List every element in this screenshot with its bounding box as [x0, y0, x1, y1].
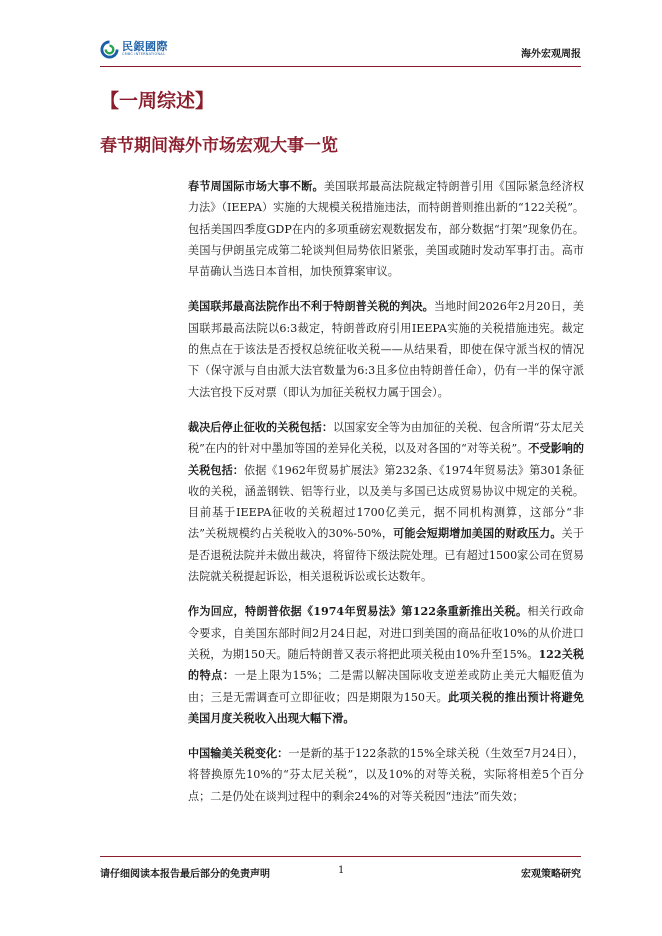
- paragraph-overview: [188, 176, 584, 282]
- text-run: 一是上限为15%；二是需以解决国际收支逆差或防止美元大幅贬值为由；三是无需调查可立即征收；四是期限为150天。: [188, 669, 584, 704]
- footer-disclaimer: 请仔细阅读本报告最后部分的免责声明: [100, 869, 270, 880]
- text-run: 美国联邦最高法院裁定特朗普引用《国际紧急经济权力法》（IEEPA）实施的大规模关税措施违法，而特朗普则推出新的“122关税”。包括美国四季度GDP在内的多项重磅宏观数据发布，部分数据“打架”现象仍在。美国与伊朗虽完成第二轮谈判但局势依旧紧张，美国或随时发动军事打击。高市早苗确认当选日本首相，加快预算案审议。: [188, 180, 584, 279]
- text-run: 相关行政命令要求，自美国东部时间2月24日起，对进口到美国的商品征收10%的从价进口关税，为期150天。随后特朗普又表示将把此项关税由10%升至15%。: [188, 605, 584, 661]
- company-logo: [100, 38, 168, 60]
- paragraph-china-tariffs: [188, 743, 584, 807]
- report-type-label: 海外宏观周报: [521, 49, 581, 60]
- page-number: 1: [338, 865, 345, 876]
- body-text: [188, 176, 584, 807]
- text-run: 依据《1962年贸易扩展法》第232条、《1974年贸易法》第301条征收的关税，涵盖钢铁、铝等行业，以及美与多国已达成贸易协议中规定的关税。目前基于IEEPA征收的关税超过1700亿美元，据不同机构测算，这部分“非法”关税规模约占关税收入的30%-50%，: [188, 463, 584, 541]
- logo-name-en: CMBC INTERNATIONAL: [122, 52, 166, 57]
- bold-run: 122关税的特点：: [188, 647, 584, 683]
- subtitle: 春节期间海外市场宏观大事一览: [100, 136, 338, 156]
- text-run: 当地时间2026年2月20日，美国联邦最高法院以6:3裁定，特朗普政府引用IEEPA实施的关税措施违宪。裁定的焦点在于该法是否授权总统征收关税——从结果看，即使在保守派当权的情况下（保守派与自由派大法官数量为6:3且多位由特朗普任命），仍有一半的保守派大法官投下反对票（即认为加征关税权力属于国会）。: [188, 300, 584, 399]
- text-run: 一是新的基于122条款的15%全球关税（生效至7月24日），将替换原先10%的“芬太尼关税”，以及10%的对等关税，实际将相差5个百分点；二是仍处在谈判过程中的剩余24%的对等关税因“违法”而失效；: [188, 747, 584, 803]
- bold-run: 可能会短期增加美国的财政压力。: [393, 527, 562, 541]
- paragraph-court-ruling: [188, 296, 584, 402]
- text-run: 以国家安全等为由加征的关税、包含所谓“芬太尼关税”在内的针对中墨加等国的差异化关税，以及对各国的“对等关税”。: [188, 420, 584, 456]
- text-run: 关于是否退税法院并未做出裁决，将留待下级法院处理。已有超过1500家公司在贸易法院就关税提起诉讼，相关退税诉讼或长达数年。: [188, 527, 584, 584]
- footer-department: 宏观策略研究: [521, 869, 581, 880]
- section-title: 【一周综述】: [100, 90, 215, 112]
- bold-run: 此项关税的推出预计将避免美国月度关税收入出现大幅下滑。: [188, 690, 584, 725]
- paragraph-section-122: [188, 601, 584, 729]
- logo-text: [122, 41, 168, 57]
- bold-run: 不受影响的关税包括：: [188, 442, 584, 477]
- bold-run: 春节周国际市场大事不断。: [188, 180, 324, 193]
- page-footer: [100, 856, 581, 883]
- bold-run: 中国输美关税变化：: [188, 747, 289, 761]
- page-header: [100, 36, 581, 67]
- logo-swirl-icon: [100, 40, 119, 59]
- bold-run: 作为回应，特朗普依据《1974年贸易法》第122条重新推出关税。: [188, 605, 528, 619]
- bold-run: 美国联邦最高法院作出不利于特朗普关税的判决。: [188, 300, 434, 314]
- logo-name-cn: 民銀國際: [122, 40, 168, 54]
- paragraph-affected-tariffs: [188, 417, 584, 587]
- bold-run: 裁决后停止征收的关税包括：: [188, 420, 333, 434]
